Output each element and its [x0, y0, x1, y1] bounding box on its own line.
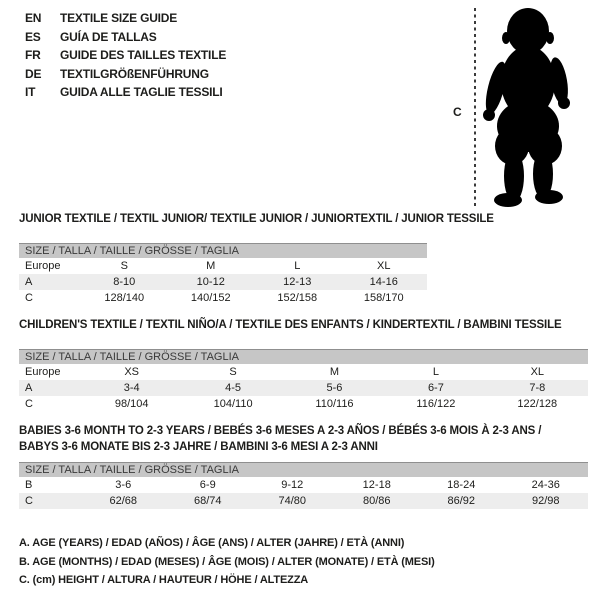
cell: S — [120, 260, 128, 272]
cell: 80/86 — [362, 495, 391, 507]
language-code: EN — [25, 11, 42, 26]
guide-title: GUIDA ALLE TAGLIE TESSILI — [60, 85, 223, 100]
cell: M — [329, 366, 340, 378]
cell: 3-6 — [115, 479, 132, 491]
cell: 116/122 — [416, 398, 456, 410]
row-label: C — [25, 398, 33, 410]
cell: 74/80 — [278, 495, 307, 507]
language-row — [25, 83, 226, 102]
cell: 140/152 — [190, 292, 231, 304]
cell: 92/98 — [531, 495, 560, 507]
size-header-bar: SIZE / TALLA / TAILLE / GRÖSSE / TAGLIA — [19, 462, 588, 477]
row-label: A — [25, 276, 33, 288]
cell: 86/92 — [447, 495, 476, 507]
cell: 10-12 — [196, 276, 225, 288]
height-label-c: C — [453, 105, 462, 119]
junior-table-title: JUNIOR TEXTILE / TEXTIL JUNIOR/ TEXTILE JUNIOR / JUNIORTEXTIL / JUNIOR TESSILE — [19, 213, 494, 225]
cell: 68/74 — [193, 495, 222, 507]
cell: 14-16 — [369, 276, 398, 288]
cell: 18-24 — [447, 479, 476, 491]
cell: 110/116 — [315, 398, 354, 410]
guide-title: GUIDE DES TAILLES TEXTILE — [60, 48, 227, 63]
cell: 3-4 — [123, 382, 140, 394]
row-label: Europe — [25, 260, 61, 272]
cell: XL — [530, 366, 545, 378]
cell: 24-36 — [531, 479, 560, 491]
guide-title: GUÍA DE TALLAS — [60, 29, 157, 44]
children-table-title: CHILDREN'S TEXTILE / TEXTIL NIÑO/A / TEXTILE DES ENFANTS / KINDERTEXTIL / BAMBINI TESSILE — [19, 319, 562, 331]
legend-line-c: C. (cm) HEIGHT / ALTURA / HAUTEUR / HÖHE / ALTEZZA — [19, 574, 309, 586]
table-row-europe — [19, 364, 588, 380]
table-row-age — [19, 380, 588, 396]
cell: 8-10 — [113, 276, 136, 288]
cell: 9-12 — [281, 479, 304, 491]
legend — [19, 534, 435, 590]
cell: S — [229, 366, 237, 378]
language-code: ES — [25, 29, 41, 44]
legend-line-b: B. AGE (MONTHS) / EDAD (MESES) / ÂGE (MOIS) / ALTER (MONATE) / ETÀ (MESI) — [19, 555, 435, 568]
guide-title: TEXTILE SIZE GUIDE — [60, 11, 178, 26]
cell: L — [432, 366, 439, 378]
legend-line-a: A. AGE (YEARS) / EDAD (AÑOS) / ÂGE (ANS) / ALTER (JAHRE) / ETÀ (ANNI) — [19, 537, 405, 549]
row-label: C — [25, 495, 33, 507]
table-row-height — [19, 396, 588, 412]
baby-silhouette-icon — [481, 4, 586, 211]
height-measure-dotted-line — [474, 8, 476, 207]
cell: XL — [377, 260, 391, 272]
language-row — [25, 65, 226, 84]
cell: 7-8 — [529, 382, 546, 394]
babies-title-line1: BABIES 3-6 MONTH TO 2-3 YEARS / BEBÉS 3-6 MESES A 2-3 AÑOS / BÉBÉS 3-6 MOIS À 2-3 ANS / — [19, 425, 542, 437]
cell: 104/110 — [213, 398, 253, 410]
cell: 62/68 — [109, 495, 138, 507]
cell: 4-5 — [225, 382, 242, 394]
cell: 12-18 — [362, 479, 391, 491]
babies-size-table — [19, 462, 588, 509]
cell: 98/104 — [114, 398, 149, 410]
table-row-europe — [19, 258, 427, 274]
table-row-age — [19, 274, 427, 290]
cell: L — [294, 260, 301, 272]
babies-table-title — [19, 423, 541, 455]
row-label: C — [25, 292, 33, 304]
babies-title-line2: BABYS 3-6 MONATE BIS 2-3 JAHRE / BAMBINI 3-6 MESI A 2-3 ANNI — [19, 441, 378, 453]
language-title-list — [25, 9, 226, 102]
table-row-height — [19, 493, 588, 509]
language-code: DE — [25, 66, 42, 81]
junior-size-table — [19, 243, 427, 306]
cell: 152/158 — [277, 292, 318, 304]
table-row-height — [19, 290, 427, 306]
cell: 5-6 — [326, 382, 343, 394]
cell: 122/128 — [517, 398, 558, 410]
language-code: IT — [25, 85, 36, 100]
language-row — [25, 28, 226, 47]
cell: 6-9 — [199, 479, 216, 491]
table-row-months — [19, 477, 588, 493]
row-label: Europe — [25, 366, 61, 378]
cell: 12-13 — [283, 276, 312, 288]
row-label: A — [25, 382, 33, 394]
cell: 6-7 — [427, 382, 444, 394]
cell: XS — [124, 366, 140, 378]
cell: 158/170 — [363, 292, 404, 304]
cell: 128/140 — [104, 292, 145, 304]
size-header-bar: SIZE / TALLA / TAILLE / GRÖSSE / TAGLIA — [19, 349, 588, 364]
guide-title: TEXTILGRÖßENFÜHRUNG — [60, 66, 209, 81]
cell: M — [206, 260, 216, 272]
children-size-table — [19, 349, 588, 412]
row-label: B — [25, 479, 33, 491]
language-code: FR — [25, 48, 41, 63]
language-row — [25, 46, 226, 65]
language-row — [25, 9, 226, 28]
size-header-bar: SIZE / TALLA / TAILLE / GRÖSSE / TAGLIA — [19, 243, 427, 258]
